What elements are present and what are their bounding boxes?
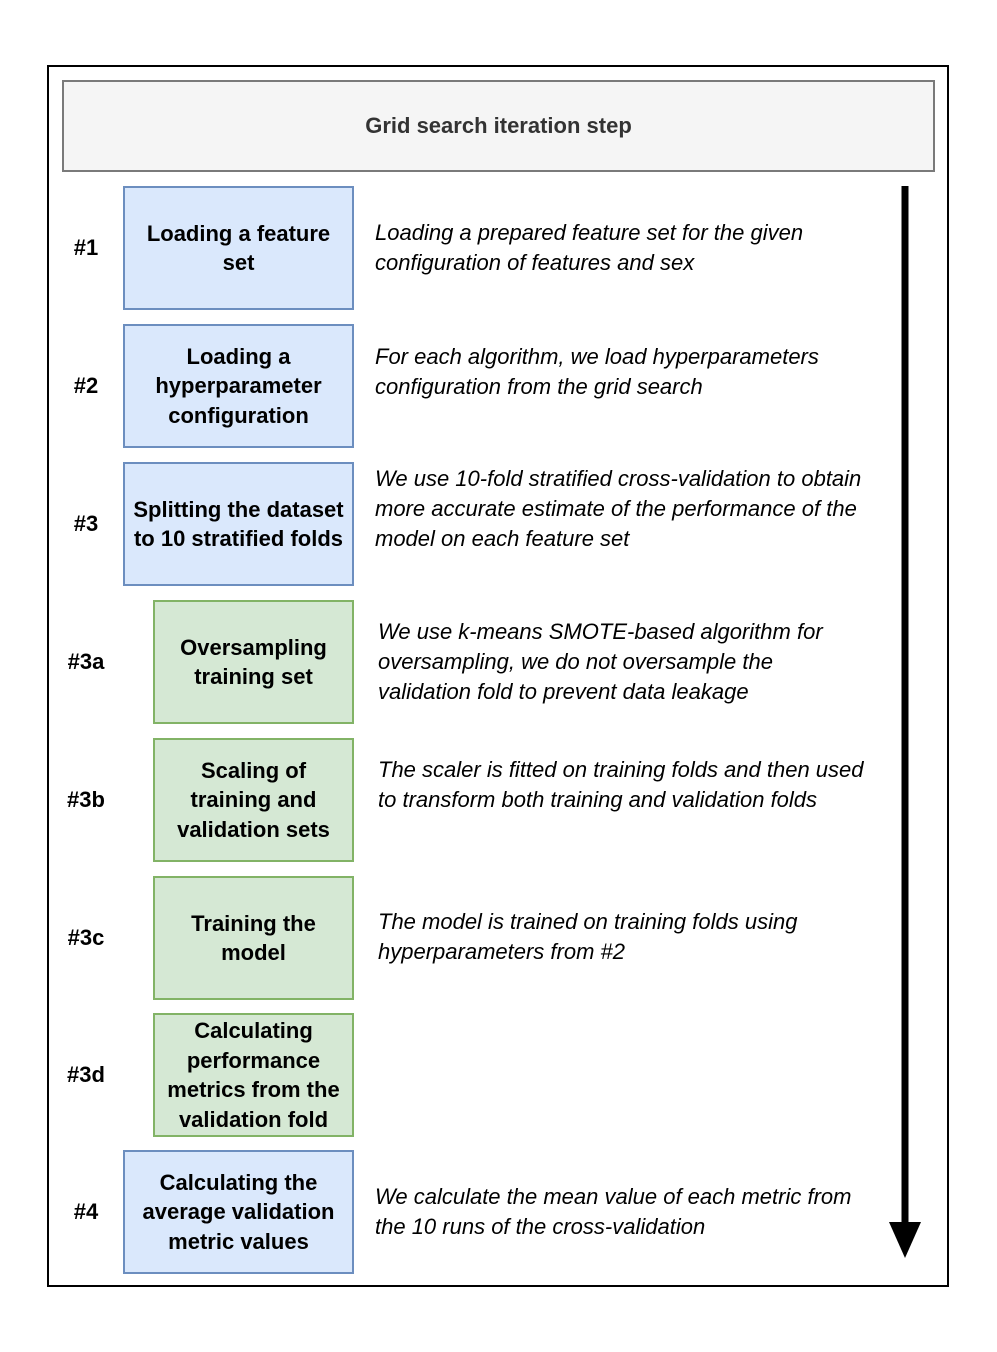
step-id-1: #1: [73, 235, 99, 260]
step-box-3d: Calculating performance metrics from the validation fold: [153, 1013, 354, 1137]
step-id-2: #2: [73, 373, 99, 398]
step-box-1: Loading a feature set: [123, 186, 354, 310]
step-description-2: For each algorithm, we load hyperparameters configuration from the grid search: [375, 344, 819, 399]
step-description-3b: The scaler is fitted on training folds and then used to transform both training and validation folds: [378, 757, 864, 812]
step-id-3: #3: [73, 511, 99, 536]
step-id-4: #4: [73, 1199, 99, 1224]
step-box-3c: Training the model: [153, 876, 354, 1000]
step-box-3b: Scaling of training and validation sets: [153, 738, 354, 862]
progress-arrow-head: [889, 1222, 921, 1258]
step-id-3d: #3d: [67, 1062, 105, 1087]
step-box-3a: Oversampling training set: [153, 600, 354, 724]
step-id-3a: #3a: [67, 649, 105, 674]
step-id-3c: #3c: [67, 925, 105, 950]
step-box-3: Splitting the dataset to 10 stratified folds: [123, 462, 354, 586]
progress-arrow: [885, 186, 925, 1258]
step-description-1: Loading a prepared feature set for the given configuration of features and sex: [375, 220, 804, 275]
step-box-2: Loading a hyperparameter configuration: [123, 324, 354, 448]
step-id-3b: #3b: [67, 787, 105, 812]
step-box-4: Calculating the average validation metric values: [123, 1150, 354, 1274]
diagram-title: Grid search iteration step: [62, 80, 935, 172]
step-description-4: We calculate the mean value of each metric from the 10 runs of the cross-validation: [375, 1184, 852, 1239]
step-description-3a: We use k-means SMOTE-based algorithm for oversampling, we do not oversample the validation fold to prevent data leakage: [378, 619, 823, 704]
step-description-3: We use 10-fold stratified cross-validation to obtain more accurate estimate of the performance of the model on each feature set: [375, 466, 862, 551]
step-description-3c: The model is trained on training folds using hyperparameters from #2: [378, 909, 798, 964]
